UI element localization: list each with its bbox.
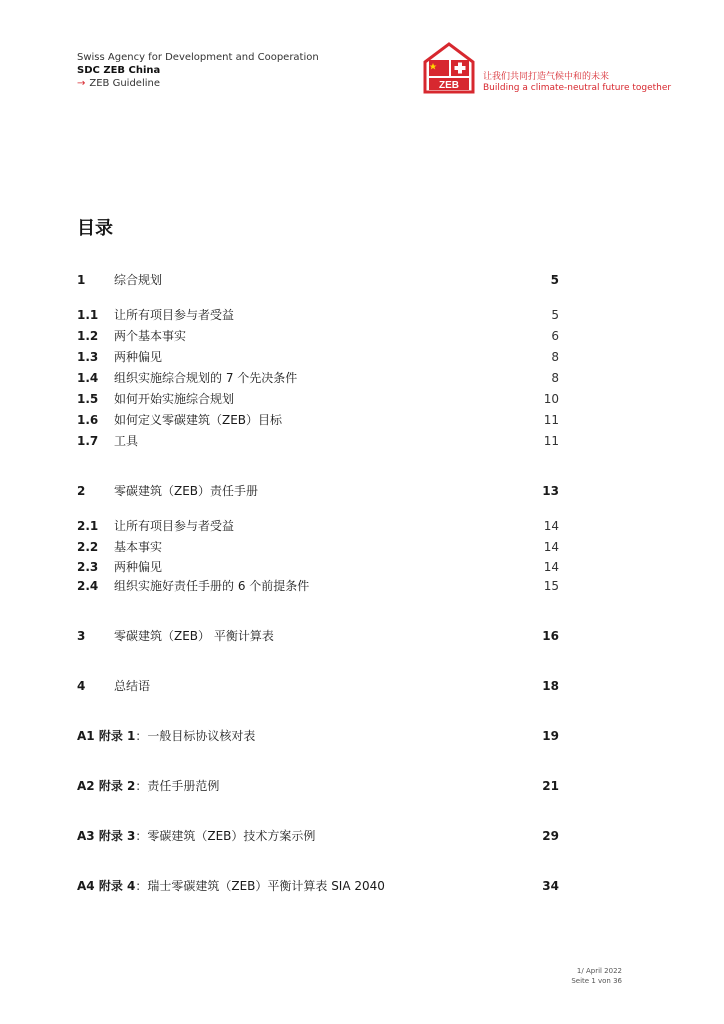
- toc-entry-label: 两种偏见: [114, 350, 163, 364]
- toc-entry-number: 1: [77, 273, 86, 287]
- appendix-code: A3 附录 3: [77, 829, 136, 843]
- appendix-title: ：一般目标协议核对表: [135, 729, 256, 743]
- toc-entry-page: 8: [551, 350, 559, 364]
- toc-entry-number: 2.3: [77, 560, 99, 574]
- toc-entry-label: 总结语: [114, 679, 151, 693]
- toc-entry-label: 两种偏见: [114, 560, 163, 574]
- toc-entry-page: 14: [543, 519, 559, 533]
- organization-name: Swiss Agency for Development and Cooperation: [77, 52, 319, 63]
- page-footer: [560, 966, 622, 986]
- unit-name: SDC ZEB China: [77, 65, 161, 76]
- toc-entry-page: 29: [542, 829, 559, 843]
- toc-entry-page: 5: [551, 308, 559, 322]
- toc-entry[interactable]: [77, 370, 559, 386]
- toc-appendix-entry[interactable]: [77, 828, 559, 844]
- toc-entry-label: 让所有项目参与者受益: [114, 308, 235, 322]
- toc-entry-page: 18: [542, 679, 559, 693]
- appendix-code: A4 附录 4: [77, 879, 136, 893]
- footer-date: 1/ April 2022: [576, 967, 622, 975]
- guideline-line: [77, 77, 319, 90]
- toc-entry[interactable]: [77, 391, 559, 407]
- toc-entry[interactable]: [77, 559, 559, 575]
- guideline-name: ZEB Guideline: [89, 78, 161, 89]
- toc-entry-page: 14: [543, 560, 559, 574]
- toc-entry-label: 综合规划: [114, 273, 163, 287]
- toc-entry-page: 8: [551, 371, 559, 385]
- toc-entry[interactable]: [77, 272, 559, 288]
- toc-entry-label: [77, 878, 385, 894]
- toc-entry-page: 14: [543, 540, 559, 554]
- toc-entry-number: 1.2: [77, 329, 99, 343]
- toc-entry-label: [77, 778, 219, 794]
- toc-entry-number: 1.4: [77, 371, 99, 385]
- toc-entry-page: 11: [543, 434, 559, 448]
- toc-entry[interactable]: [77, 412, 559, 428]
- appendix-title: ：责任手册范例: [135, 779, 220, 793]
- appendix-code: A2 附录 2: [77, 779, 136, 793]
- toc-entry-label: [77, 828, 315, 844]
- toc-entry-number: 1.6: [77, 413, 99, 427]
- slogan: [483, 72, 671, 94]
- header-block: [77, 51, 319, 90]
- toc-entry-label: 组织实施综合规划的 7 个先决条件: [114, 371, 298, 385]
- toc-entry-page: 10: [543, 392, 559, 406]
- toc-entry-page: 15: [543, 579, 559, 593]
- toc-appendix-entry[interactable]: [77, 778, 559, 794]
- toc-entry-label: [77, 728, 255, 744]
- toc-entry-label: 如何定义零碳建筑（ZEB）目标: [114, 413, 283, 427]
- toc-entry-number: 3: [77, 629, 86, 643]
- toc-entry[interactable]: [77, 328, 559, 344]
- toc-entry-page: 13: [542, 484, 559, 498]
- toc-entry[interactable]: [77, 578, 559, 594]
- toc-entry-page: 5: [550, 273, 559, 287]
- slogan-en: Building a climate-neutral future together: [483, 83, 672, 93]
- toc-entry[interactable]: [77, 628, 559, 644]
- toc-entry-number: 2.1: [77, 519, 99, 533]
- toc-entry-page: 34: [542, 879, 559, 893]
- toc-entry-page: 6: [551, 329, 559, 343]
- toc-appendix-entry[interactable]: [77, 728, 559, 744]
- toc-entry-label: 零碳建筑（ZEB） 平衡计算表: [114, 629, 274, 643]
- toc-title: 目录: [77, 218, 113, 239]
- toc-appendix-entry[interactable]: [77, 878, 559, 894]
- appendix-title: ：零碳建筑（ZEB）技术方案示例: [135, 829, 316, 843]
- toc-entry-page: 21: [542, 779, 559, 793]
- toc-entry-label: 两个基本事实: [114, 329, 187, 343]
- toc-entry-label: 让所有项目参与者受益: [114, 519, 235, 533]
- toc-entry[interactable]: [77, 483, 559, 499]
- toc-entry[interactable]: [77, 539, 559, 555]
- logo-text: ZEB: [439, 80, 459, 91]
- toc-entry-page: 19: [542, 729, 559, 743]
- toc-entry-label: 基本事实: [114, 540, 163, 554]
- toc-entry-number: 1.7: [77, 434, 99, 448]
- appendix-title: ：瑞士零碳建筑（ZEB）平衡计算表 SIA 2040: [135, 879, 385, 893]
- toc-entry-number: 1.5: [77, 392, 99, 406]
- toc-entry-label: 工具: [114, 434, 139, 448]
- slogan-cn: 让我们共同打造气候中和的未来: [483, 72, 610, 82]
- zeb-logo: [423, 42, 475, 94]
- toc-entry[interactable]: [77, 433, 559, 449]
- toc-entry-label: 如何开始实施综合规划: [114, 392, 235, 406]
- toc-entry-number: 1.3: [77, 350, 99, 364]
- toc-entry-number: 2: [77, 484, 86, 498]
- toc-entry-page: 16: [542, 629, 559, 643]
- toc-entry-number: 4: [77, 679, 86, 693]
- toc-entry-page: 11: [543, 413, 559, 427]
- toc-entry[interactable]: [77, 349, 559, 365]
- toc-entry[interactable]: [77, 518, 559, 534]
- toc-entry-number: 2.4: [77, 579, 99, 593]
- appendix-code: A1 附录 1: [77, 729, 136, 743]
- toc-entry-label: 组织实施好责任手册的 6 个前提条件: [114, 579, 310, 593]
- toc-entry-number: 2.2: [77, 540, 99, 554]
- toc-entry[interactable]: [77, 307, 559, 323]
- toc-entry[interactable]: [77, 678, 559, 694]
- toc-entry-label: 零碳建筑（ZEB）责任手册: [114, 484, 259, 498]
- toc-entry-number: 1.1: [77, 308, 99, 322]
- arrow-right-icon: →: [77, 78, 86, 89]
- footer-page-info: Seite 1 von 36: [571, 977, 622, 985]
